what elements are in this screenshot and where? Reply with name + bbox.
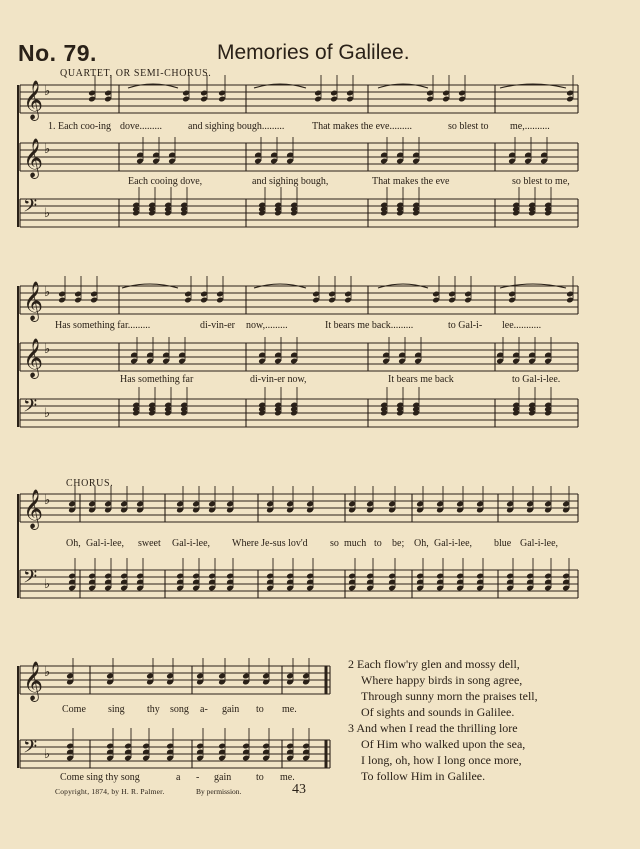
lyric-syllable: to bbox=[374, 538, 382, 549]
permission-notice: By permission. bbox=[196, 787, 242, 796]
lyric-syllable: It bears me back bbox=[388, 374, 454, 385]
flat-icon: ♭ bbox=[44, 406, 51, 421]
hymn-number: No. 79. bbox=[18, 40, 97, 66]
lyric-syllable: It bears me back......... bbox=[325, 320, 414, 331]
lyric-syllable: - bbox=[196, 772, 200, 783]
treble-clef-icon: 𝄞 bbox=[23, 661, 44, 701]
performance-direction: QUARTET, OR SEMI-CHORUS. bbox=[60, 68, 212, 79]
lyric-syllable: Gal-i-lee, bbox=[172, 538, 211, 549]
bass-clef-icon: 𝄢 bbox=[23, 567, 38, 592]
lyric-syllable: me,.......... bbox=[510, 121, 550, 132]
lyric-syllable: and sighing bough, bbox=[252, 176, 329, 187]
lyric-syllable: thy bbox=[147, 704, 160, 715]
lyric-syllable: Gal-i-lee, bbox=[86, 538, 125, 549]
treble-clef-icon: 𝄞 bbox=[23, 489, 44, 529]
flat-icon: ♭ bbox=[44, 665, 51, 680]
lyric-syllable: di-vin-er bbox=[200, 320, 235, 331]
verse-line: 3 And when I read the thrilling lore bbox=[348, 721, 518, 735]
lyric-syllable: now,......... bbox=[246, 320, 288, 331]
lyric-syllable: to bbox=[256, 704, 264, 715]
lyric-syllable: so bbox=[330, 538, 339, 549]
lyric-syllable: 1. Each coo-ing bbox=[48, 121, 112, 132]
lyric-syllable: Come sing thy song bbox=[60, 772, 140, 783]
lyric-syllable: Oh, bbox=[66, 538, 81, 549]
lyric-syllable: so blest to me, bbox=[512, 176, 570, 187]
flat-icon: ♭ bbox=[44, 206, 51, 221]
flat-icon: ♭ bbox=[44, 747, 51, 762]
lyric-syllable: That makes the eve bbox=[372, 176, 450, 187]
lyric-syllable: Gal-i-lee, bbox=[434, 538, 473, 549]
lyric-syllable: a bbox=[176, 772, 181, 783]
verse-line: To follow Him in Galilee. bbox=[361, 769, 486, 783]
bass-clef-icon: 𝄢 bbox=[23, 737, 38, 762]
lyric-syllable: Where Je-sus lov'd bbox=[232, 538, 308, 549]
lyric-syllable: song bbox=[170, 704, 189, 715]
lyric-syllable: so blest to bbox=[448, 121, 489, 132]
lyric-syllable: gain bbox=[214, 772, 232, 783]
lyric-syllable: Has something far......... bbox=[55, 320, 151, 331]
lyric-syllable: blue bbox=[494, 538, 512, 549]
hymn-title: Memories of Galilee. bbox=[217, 41, 410, 64]
verse-line: Of sights and sounds in Galilee. bbox=[361, 705, 515, 719]
lyric-syllable: Each cooing dove, bbox=[128, 176, 203, 187]
verse-line: Of Him who walked upon the sea, bbox=[361, 737, 526, 751]
lyric-syllable: That makes the eve......... bbox=[312, 121, 412, 132]
flat-icon: ♭ bbox=[44, 142, 51, 157]
verse-line: Through sunny morn the praises tell, bbox=[361, 689, 538, 703]
lyric-syllable: sing bbox=[108, 704, 125, 715]
treble-clef-icon: 𝄞 bbox=[23, 80, 44, 120]
flat-icon: ♭ bbox=[44, 84, 51, 99]
lyric-syllable: and sighing bough......... bbox=[188, 121, 285, 132]
flat-icon: ♭ bbox=[44, 577, 51, 592]
copyright-notice: Copyright, 1874, by H. R. Palmer. bbox=[55, 787, 165, 796]
lyric-syllable: di-vin-er now, bbox=[250, 374, 307, 385]
lyric-syllable: a- bbox=[200, 704, 208, 715]
lyric-syllable: me. bbox=[280, 772, 295, 783]
lyric-syllable: sweet bbox=[138, 538, 161, 549]
treble-clef-icon: 𝄞 bbox=[23, 338, 44, 378]
bass-clef-icon: 𝄢 bbox=[23, 396, 38, 421]
lyric-syllable: much bbox=[344, 538, 367, 549]
flat-icon: ♭ bbox=[44, 342, 51, 357]
verse-line: I long, oh, how I long once more, bbox=[361, 753, 522, 767]
flat-icon: ♭ bbox=[44, 493, 51, 508]
lyric-syllable: gain bbox=[222, 704, 240, 715]
page-number: 43 bbox=[292, 782, 306, 797]
lyric-syllable: lee........... bbox=[502, 320, 542, 331]
lyric-syllable: Oh, bbox=[414, 538, 429, 549]
verse-line: Where happy birds in song agree, bbox=[361, 673, 523, 687]
lyric-syllable: to Gal-i- bbox=[448, 320, 483, 331]
treble-clef-icon: 𝄞 bbox=[23, 281, 44, 321]
lyric-syllable: to Gal-i-lee. bbox=[512, 374, 561, 385]
lyric-syllable: Has something far bbox=[120, 374, 194, 385]
verse-line: 2 Each flow'ry glen and mossy dell, bbox=[348, 657, 520, 671]
treble-clef-icon: 𝄞 bbox=[23, 138, 44, 178]
lyric-syllable: dove......... bbox=[120, 121, 162, 132]
bass-clef-icon: 𝄢 bbox=[23, 196, 38, 221]
lyric-syllable: me. bbox=[282, 704, 297, 715]
flat-icon: ♭ bbox=[44, 285, 51, 300]
lyric-syllable: be; bbox=[392, 538, 405, 549]
chorus-direction: CHORUS. bbox=[66, 478, 114, 489]
lyric-syllable: Come bbox=[62, 704, 86, 715]
lyric-syllable: to bbox=[256, 772, 264, 783]
lyric-syllable: Gal-i-lee, bbox=[520, 538, 559, 549]
